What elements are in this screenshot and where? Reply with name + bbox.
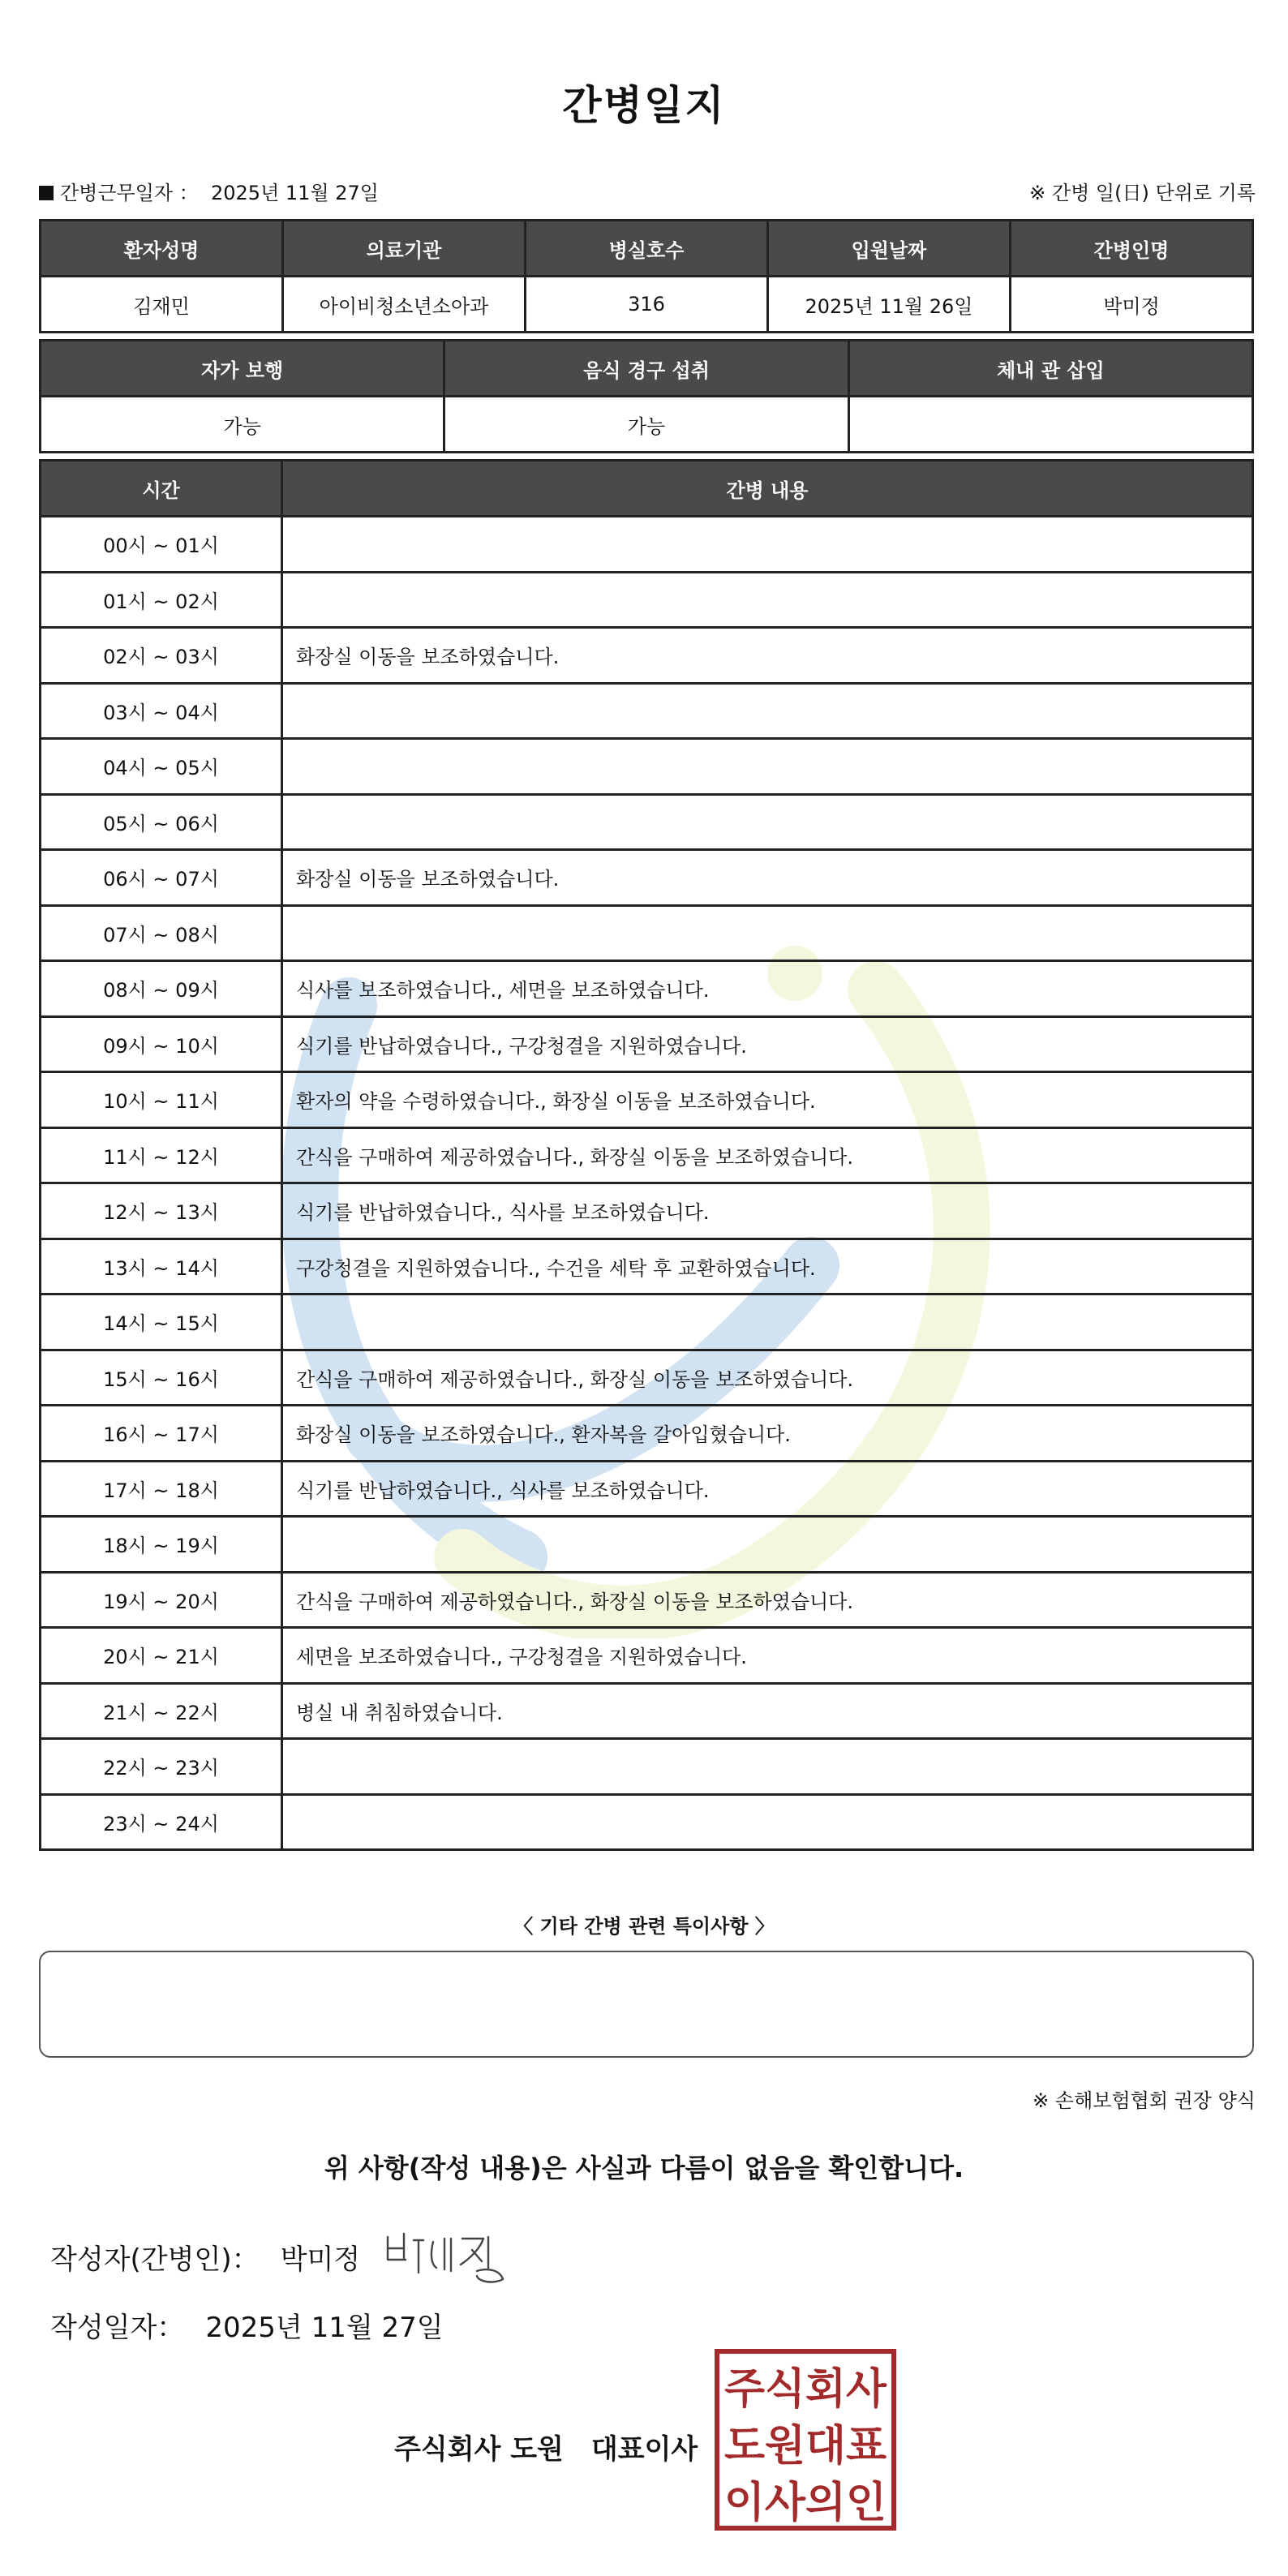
table-row — [41, 1127, 1253, 1183]
time-slot: 10시 ~ 11시 — [41, 1072, 282, 1128]
table-row — [41, 628, 1253, 684]
care-content — [282, 572, 1253, 628]
table-row — [41, 1461, 1253, 1517]
care-content: 식사를 보조하였습니다., 세면을 보조하였습니다. — [282, 961, 1253, 1017]
care-content — [282, 1294, 1253, 1350]
time-slot: 11시 ~ 12시 — [41, 1127, 282, 1183]
time-slot: 15시 ~ 16시 — [41, 1350, 282, 1406]
time-slot: 16시 ~ 17시 — [41, 1406, 282, 1462]
header-room: 병실호수 — [526, 221, 768, 277]
table-row — [41, 739, 1253, 795]
care-content: 화장실 이동을 보조하였습니다. — [282, 628, 1253, 684]
table-row — [41, 1294, 1253, 1350]
oral-intake-value: 가능 — [444, 397, 848, 453]
time-slot: 05시 ~ 06시 — [41, 794, 282, 850]
care-content: 간식을 구매하여 제공하였습니다., 화장실 이동을 보조하였습니다. — [282, 1350, 1253, 1406]
time-slot: 20시 ~ 21시 — [41, 1628, 282, 1684]
care-content: 식기를 반납하였습니다., 식사를 보조하였습니다. — [282, 1461, 1253, 1517]
company-representative: 주식회사 도원 대표이사 — [394, 2433, 698, 2466]
time-slot: 19시 ~ 20시 — [41, 1572, 282, 1628]
header-tube-insertion: 체내 관 삽입 — [848, 341, 1252, 397]
time-slot: 04시 ~ 05시 — [41, 739, 282, 795]
care-content — [282, 1739, 1253, 1795]
care-content: 구강청결을 지원하였습니다., 수건을 세탁 후 교환하였습니다. — [282, 1239, 1253, 1294]
care-content: 화장실 이동을 보조하였습니다. — [282, 850, 1253, 906]
care-log-body — [41, 517, 1253, 1850]
tube-insertion-value — [848, 397, 1252, 453]
patient-info-table — [39, 219, 1254, 333]
header-admission-date: 입원날짜 — [768, 221, 1011, 277]
time-slot: 07시 ~ 08시 — [41, 905, 282, 961]
time-slot: 13시 ~ 14시 — [41, 1239, 282, 1294]
header-time: 시간 — [41, 461, 282, 517]
table-row — [41, 1406, 1253, 1462]
remarks-title: 〈 기타 간병 관련 특이사항 〉 — [513, 1915, 775, 1938]
care-content — [282, 794, 1253, 850]
care-content: 병실 내 취침하였습니다. — [282, 1683, 1253, 1739]
table-row — [41, 961, 1253, 1017]
header-oral-intake: 음식 경구 섭취 — [444, 341, 848, 397]
care-content — [282, 1517, 1253, 1573]
time-slot: 12시 ~ 13시 — [41, 1183, 282, 1239]
header-caregiver-name: 간병인명 — [1011, 221, 1253, 277]
table-row — [41, 683, 1253, 739]
time-slot: 06시 ~ 07시 — [41, 850, 282, 906]
writer-name: 박미정 — [280, 2243, 361, 2276]
table-row — [41, 1739, 1253, 1795]
writer-line — [50, 2237, 360, 2277]
time-slot: 23시 ~ 24시 — [41, 1794, 282, 1850]
table-row — [41, 1628, 1253, 1684]
table-row — [41, 1072, 1253, 1128]
care-content — [282, 517, 1253, 573]
time-slot: 01시 ~ 02시 — [41, 572, 282, 628]
caregiver-name: 박미정 — [1011, 277, 1253, 333]
table-row — [41, 794, 1253, 850]
time-slot: 22시 ~ 23시 — [41, 1739, 282, 1795]
square-bullet-icon — [39, 186, 54, 200]
confirmation-statement: 위 사항(작성 내용)은 사실과 다름이 없음을 확인합니다. — [324, 2153, 964, 2183]
write-date-line — [50, 2305, 444, 2345]
table-row — [41, 517, 1253, 573]
ability-table — [39, 339, 1254, 453]
header-self-walking: 자가 보행 — [41, 341, 444, 397]
care-content — [282, 683, 1253, 739]
time-slot: 09시 ~ 10시 — [41, 1016, 282, 1072]
work-date-value: 2025년 11월 27일 — [211, 182, 379, 204]
hospital-name: 아이비청소년소아과 — [283, 277, 526, 333]
table-row — [41, 1572, 1253, 1628]
unit-note: ※ 간병 일(日) 단위로 기록 — [1029, 182, 1256, 204]
time-slot: 14시 ~ 15시 — [41, 1294, 282, 1350]
table-row — [41, 1683, 1253, 1739]
svg-text:주식회사: 주식회사 — [724, 2365, 887, 2414]
care-content — [282, 1794, 1253, 1850]
write-date-label: 작성일자： — [50, 2312, 185, 2344]
room-number: 316 — [526, 277, 768, 333]
care-content: 식기를 반납하였습니다., 구강청결을 지원하였습니다. — [282, 1016, 1253, 1072]
document-title: 간병일지 — [562, 82, 726, 129]
care-content: 환자의 약을 수령하였습니다., 화장실 이동을 보조하였습니다. — [282, 1072, 1253, 1128]
company-seal-stamp — [714, 2348, 897, 2531]
care-content: 세면을 보조하였습니다., 구강청결을 지원하였습니다. — [282, 1628, 1253, 1684]
table-row — [41, 1350, 1253, 1406]
handwritten-signature — [381, 2222, 527, 2287]
time-slot: 21시 ~ 22시 — [41, 1683, 282, 1739]
table-row — [41, 1794, 1253, 1850]
header-hospital: 의료기관 — [283, 221, 526, 277]
care-content: 화장실 이동을 보조하였습니다., 환자복을 갈아입혔습니다. — [282, 1406, 1253, 1462]
table-row — [41, 905, 1253, 961]
writer-label: 작성자(간병인)： — [50, 2243, 260, 2276]
table-row — [41, 572, 1253, 628]
table-row — [41, 1239, 1253, 1294]
svg-text:도원대표: 도원대표 — [724, 2422, 887, 2471]
care-content: 간식을 구매하여 제공하였습니다., 화장실 이동을 보조하였습니다. — [282, 1127, 1253, 1183]
write-date-value: 2025년 11월 27일 — [205, 2312, 444, 2344]
self-walking-value: 가능 — [41, 397, 444, 453]
care-content — [282, 739, 1253, 795]
time-slot: 17시 ~ 18시 — [41, 1461, 282, 1517]
care-content: 식기를 반납하였습니다., 식사를 보조하였습니다. — [282, 1183, 1253, 1239]
time-slot: 00시 ~ 01시 — [41, 517, 282, 573]
time-slot: 02시 ~ 03시 — [41, 628, 282, 684]
table-row — [41, 1016, 1253, 1072]
time-slot: 18시 ~ 19시 — [41, 1517, 282, 1573]
remarks-box — [39, 1951, 1254, 2058]
care-log-table — [39, 459, 1254, 1851]
svg-text:이사의인: 이사의인 — [724, 2479, 887, 2527]
admission-date: 2025년 11월 26일 — [768, 277, 1011, 333]
table-row — [41, 1517, 1253, 1573]
work-date — [39, 177, 379, 205]
header-care-content: 간병 내용 — [282, 461, 1253, 517]
care-content: 간식을 구매하여 제공하였습니다., 화장실 이동을 보조하였습니다. — [282, 1572, 1253, 1628]
work-date-label: 간병근무일자 ： — [60, 182, 199, 204]
association-note: ※ 손해보험협회 권장 양식 — [1033, 2089, 1256, 2112]
table-row — [41, 850, 1253, 906]
time-slot: 03시 ~ 04시 — [41, 683, 282, 739]
header-patient-name: 환자성명 — [41, 221, 283, 277]
table-row — [41, 1183, 1253, 1239]
patient-name: 김재민 — [41, 277, 283, 333]
care-content — [282, 905, 1253, 961]
time-slot: 08시 ~ 09시 — [41, 961, 282, 1017]
